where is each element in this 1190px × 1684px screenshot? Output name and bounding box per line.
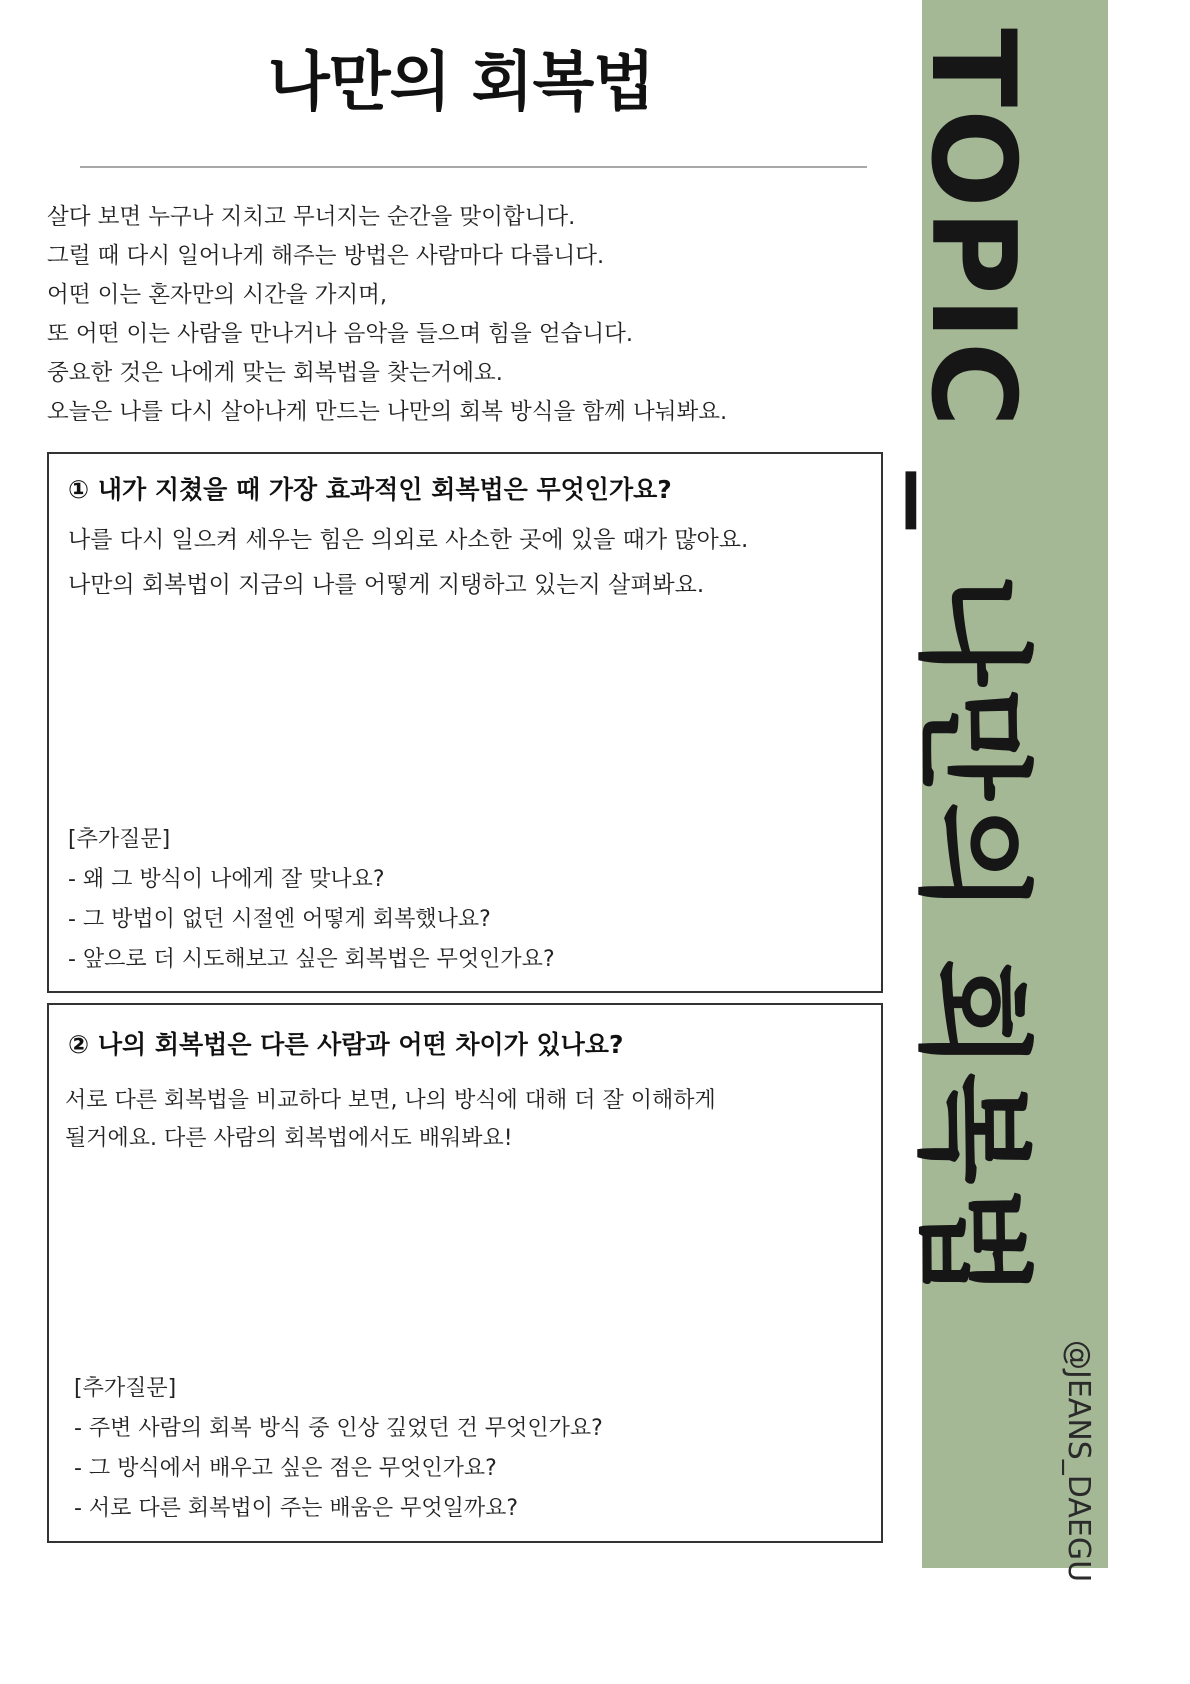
intro-line: 살다 보면 누구나 지치고 무너지는 순간을 맞이합니다. [47,204,576,230]
extra-question-item: - 왜 그 방식이 나에게 잘 맞나요? [68,867,385,892]
title-divider [80,166,867,168]
extra-questions [68,820,555,980]
intro-line: 그럴 때 다시 일어나게 해주는 방법은 사람마다 다릅니다. [47,243,605,269]
extra-question-item: - 주변 사람의 회복 방식 중 인상 깊었던 건 무엇인가요? [74,1416,603,1441]
extra-question-item: - 서로 다른 회복법이 주는 배움은 무엇일까요? [74,1496,519,1521]
question-box-2 [47,1003,883,1543]
question-box-1 [47,452,883,993]
page-title: 나만의 회복법 [267,46,655,120]
intro-line: 또 어떤 이는 사람을 만나거나 음악을 들으며 힘을 얻습니다. [47,321,634,347]
description-line: 될거에요. 다른 사람의 회복법에서도 배워봐요! [65,1126,513,1151]
question-heading: ① 내가 지쳤을 때 가장 효과적인 회복법은 무엇인가요? [68,475,672,504]
question-heading: ② 나의 회복법은 다른 사람과 어떤 차이가 있나요? [68,1030,624,1059]
description-line: 나만의 회복법이 지금의 나를 어떻게 지탱하고 있는지 살펴봐요. [68,572,705,598]
extra-question-item: - 앞으로 더 시도해보고 싶은 회복법은 무엇인가요? [68,947,555,972]
sidebar-handle: @JEANS_DAEGU [1061,1340,1096,1583]
intro-text [47,198,907,432]
intro-line: 어떤 이는 혼자만의 시간을 가지며, [47,282,388,308]
description-line: 서로 다른 회복법을 비교하다 보면, 나의 방식에 대해 더 잘 이해하게 [65,1088,716,1113]
extra-question-item: - 그 방식에서 배우고 싶은 점은 무엇인가요? [74,1456,497,1481]
sidebar-topic-title: TOPIC _ 나만의 회복법 [905,28,1040,1301]
extra-question-item: - 그 방법이 없던 시절엔 어떻게 회복했나요? [68,907,491,932]
description-line: 나를 다시 일으켜 세우는 힘은 의외로 사소한 곳에 있을 때가 많아요. [68,527,749,553]
extra-questions-label: [추가질문] [68,827,171,852]
extra-questions-label: [추가질문] [74,1376,177,1401]
question-description [68,518,868,608]
intro-line: 오늘은 나를 다시 살아나게 만드는 나만의 회복 방식을 함께 나눠봐요. [47,399,728,425]
question-description [65,1082,865,1158]
extra-questions [74,1369,603,1529]
intro-line: 중요한 것은 나에게 맞는 회복법을 찾는거에요. [47,360,503,386]
